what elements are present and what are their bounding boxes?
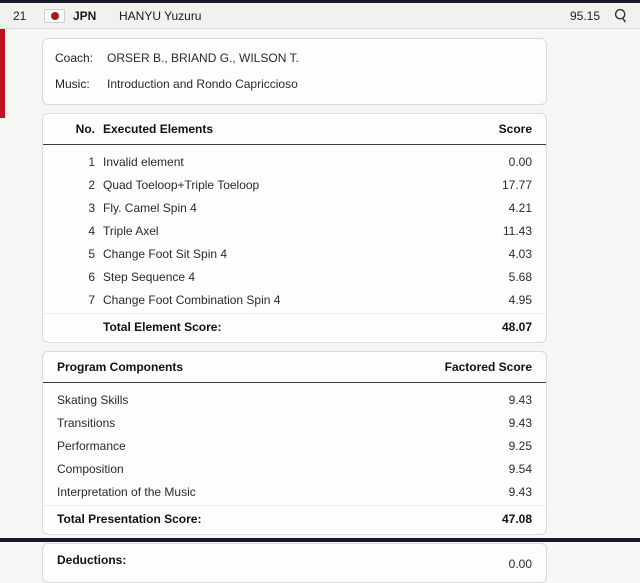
component-row (43, 480, 546, 503)
elements-body (43, 145, 546, 339)
deductions-value: 0.00 (508, 557, 532, 571)
executed-elements-card (42, 113, 547, 343)
red-accent-strip (0, 29, 5, 118)
coach-value: ORSER B., BRIAND G., WILSON T. (107, 51, 299, 65)
component-score: 9.43 (508, 415, 532, 430)
element-row (43, 196, 546, 219)
element-row (43, 288, 546, 311)
element-no: 1 (88, 154, 95, 169)
components-body (43, 383, 546, 531)
element-score: 0.00 (508, 154, 532, 169)
component-name: Interpretation of the Music (57, 484, 196, 499)
element-name: Invalid element (103, 154, 184, 169)
element-name: Quad Toeloop+Triple Toeloop (103, 177, 260, 192)
element-name: Change Foot Combination Spin 4 (103, 292, 281, 307)
element-score: 4.03 (508, 246, 532, 261)
component-row (43, 457, 546, 480)
element-name: Fly. Camel Spin 4 (103, 200, 197, 215)
elements-name-header: Executed Elements (103, 122, 214, 136)
music-value: Introduction and Rondo Capriccioso (107, 77, 298, 91)
element-no: 2 (88, 177, 95, 192)
component-name: Transitions (57, 415, 116, 430)
component-score: 9.25 (508, 438, 532, 453)
element-score: 11.43 (502, 223, 532, 238)
element-row (43, 173, 546, 196)
coach-row (55, 45, 534, 71)
element-no: 3 (88, 200, 95, 215)
music-row (55, 71, 534, 97)
element-name: Step Sequence 4 (103, 269, 196, 284)
top-frame-bar (0, 0, 640, 3)
component-name: Composition (57, 461, 124, 476)
element-row (43, 219, 546, 242)
deductions-card (42, 543, 547, 583)
skater-name: HANYU Yuzuru (119, 8, 202, 23)
component-score: 9.54 (508, 461, 532, 476)
element-score: 17.77 (501, 177, 532, 192)
total-element-score-value: 48.07 (501, 319, 532, 334)
component-score: 9.43 (508, 392, 532, 407)
coach-music-card (42, 38, 547, 105)
coach-label: Coach: (55, 51, 94, 65)
component-row (43, 411, 546, 434)
element-no: 6 (88, 269, 95, 284)
magnifier-icon[interactable] (614, 8, 628, 23)
component-score: 9.43 (508, 484, 532, 499)
elements-score-header: Score (498, 122, 532, 136)
total-element-score-label: Total Element Score: (103, 319, 222, 334)
deductions-label: Deductions: (57, 553, 127, 567)
factored-score-header: Factored Score (444, 360, 532, 374)
components-header: Program Components (57, 360, 184, 374)
element-name: Change Foot Sit Spin 4 (103, 246, 228, 261)
component-name: Skating Skills (57, 392, 129, 407)
element-name: Triple Axel (103, 223, 159, 238)
elements-no-header: No. (75, 122, 95, 136)
total-element-score-row (43, 313, 546, 339)
elements-header-row (43, 114, 546, 145)
rank-number: 21 (13, 8, 27, 23)
bottom-frame-bar (0, 538, 640, 542)
element-score: 4.21 (508, 200, 532, 215)
total-presentation-score-value: 47.08 (501, 511, 532, 526)
deductions-row (43, 544, 546, 574)
japan-flag-icon (44, 9, 65, 23)
element-row (43, 242, 546, 265)
total-presentation-score-row (43, 505, 546, 531)
element-score: 4.95 (508, 292, 532, 307)
element-row (43, 150, 546, 173)
component-name: Performance (57, 438, 126, 453)
nation-code: JPN (73, 8, 97, 23)
total-presentation-score-label: Total Presentation Score: (57, 511, 202, 526)
element-no: 5 (88, 246, 95, 261)
program-components-card (42, 351, 547, 535)
element-no: 4 (88, 223, 95, 238)
score-detail-panel (0, 30, 640, 583)
segment-score: 95.15 (569, 8, 600, 23)
element-row (43, 265, 546, 288)
music-label: Music: (55, 77, 90, 91)
result-row[interactable] (0, 3, 640, 29)
element-score: 5.68 (508, 269, 532, 284)
component-row (43, 434, 546, 457)
element-no: 7 (88, 292, 95, 307)
component-row (43, 388, 546, 411)
components-header-row (43, 352, 546, 383)
